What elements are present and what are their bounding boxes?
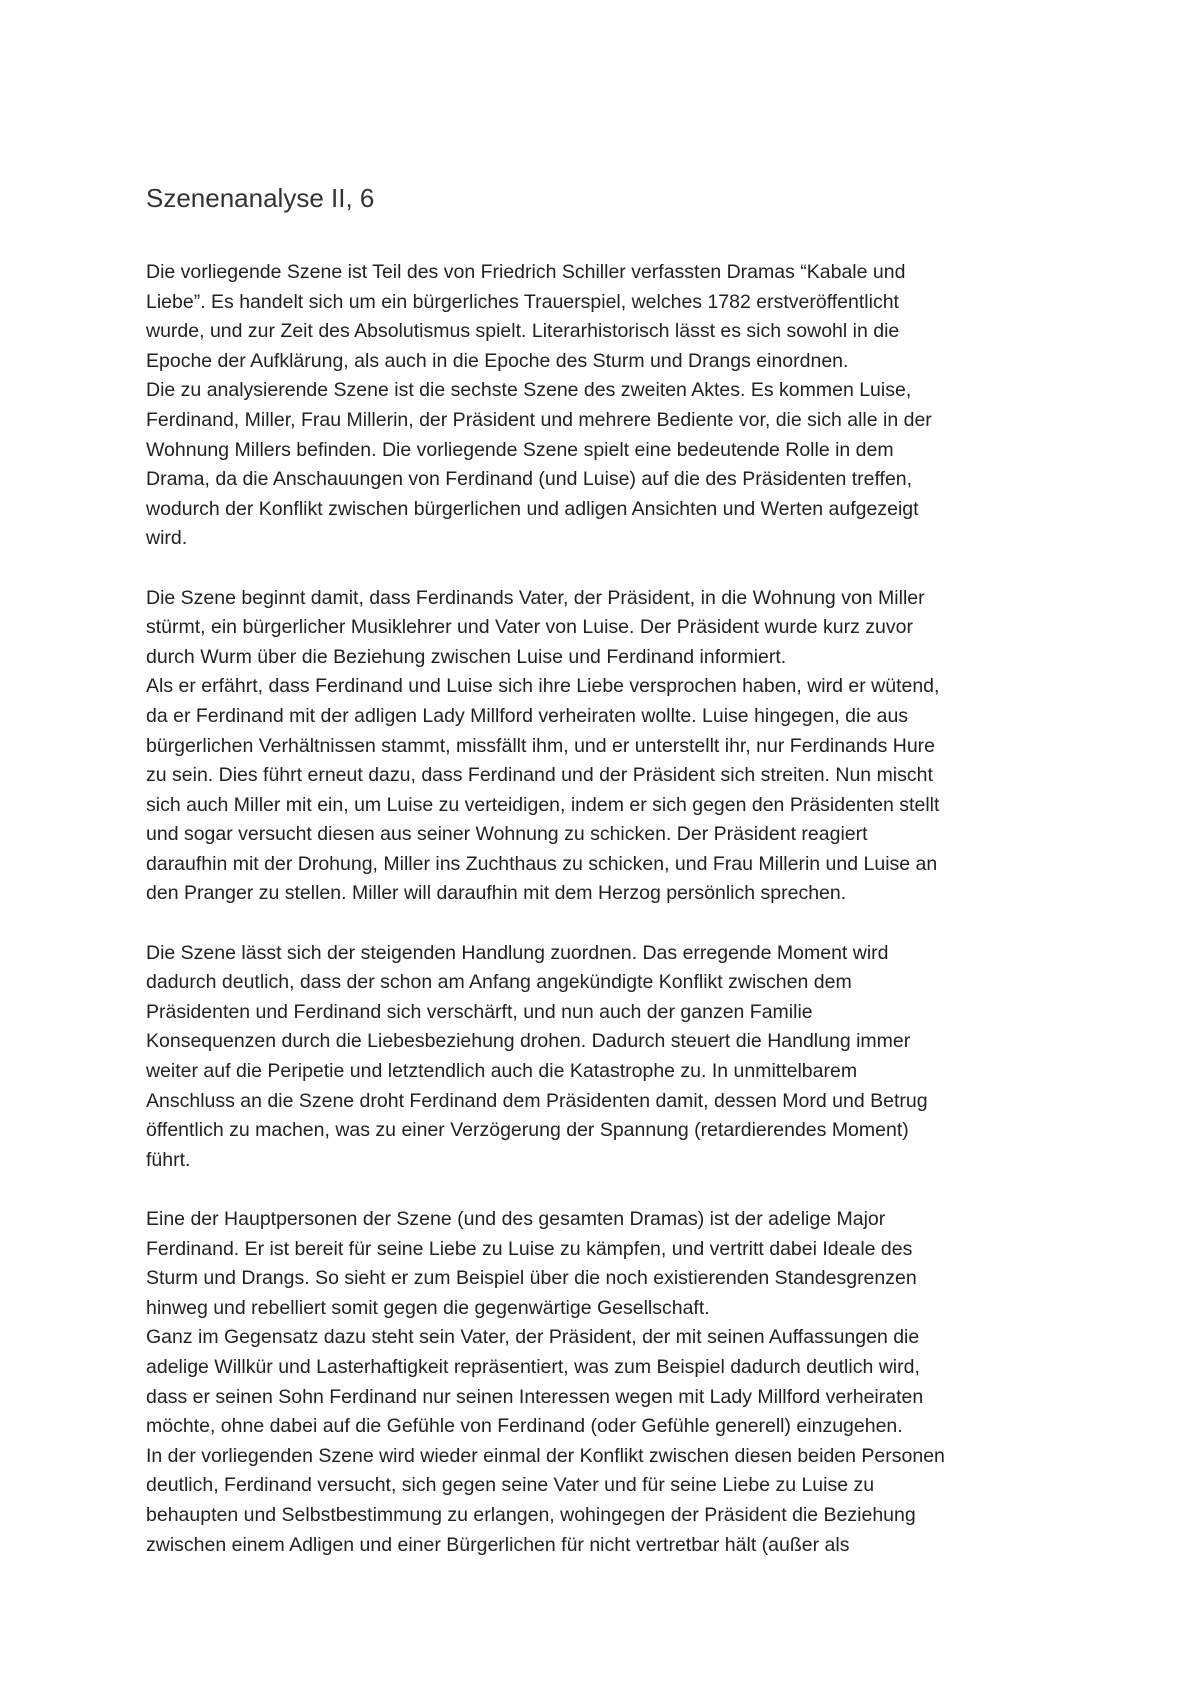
text-line: wird. (146, 527, 188, 550)
text-line: Drama, da die Anschauungen von Ferdinand (und Luise) auf die des Präsidenten treffen, (146, 468, 913, 491)
text-line: wodurch der Konflikt zwischen bürgerlichen und adligen Ansichten und Werten aufgezeigt (146, 497, 919, 520)
text-line: weiter auf die Peripetie und letztendlich auch die Katastrophe zu. In unmittelbarem (146, 1060, 858, 1083)
document-body (146, 180, 1066, 1560)
text-line: öffentlich zu machen, was zu einer Verzögerung der Spannung (retardierendes Moment) (146, 1119, 909, 1142)
text-line: Als er erfährt, dass Ferdinand und Luise sich ihre Liebe versprochen haben, wird er wütend, (146, 675, 940, 698)
text-line: führt. (146, 1148, 191, 1171)
text-line: adelige Willkür und Lasterhaftigkeit repräsentiert, was zum Beispiel dadurch deutlich wird, (146, 1355, 920, 1378)
text-line: Die zu analysierende Szene ist die sechste Szene des zweiten Aktes. Es kommen Luise, (146, 379, 912, 402)
text-line: wurde, und zur Zeit des Absolutismus spielt. Literarhistorisch lässt es sich sowohl in die (146, 320, 900, 343)
text-line: Ferdinand. Er ist bereit für seine Liebe zu Luise zu kämpfen, und vertritt dabei Ideale des (146, 1237, 913, 1260)
text-line: hinweg und rebelliert somit gegen die gegenwärtige Gesellschaft. (146, 1296, 710, 1319)
text-line: zu sein. Dies führt erneut dazu, dass Ferdinand und der Präsident sich streiten. Nun mischt (146, 764, 933, 787)
text-line: dadurch deutlich, dass der schon am Anfang angekündigte Konflikt zwischen dem (146, 971, 852, 994)
text-line: Liebe”. Es handelt sich um ein bürgerliches Trauerspiel, welches 1782 erstveröffentlicht (146, 290, 899, 313)
paragraph-gap (146, 554, 1066, 584)
paragraph-summary (146, 584, 1066, 910)
text-line: Die Szene lässt sich der steigenden Handlung zuordnen. Das erregende Moment wird (146, 941, 889, 964)
text-line: Ganz im Gegensatz dazu steht sein Vater, der Präsident, der mit seinen Auffassungen die (146, 1326, 920, 1349)
paragraph-gap (146, 909, 1066, 939)
text-line: Die Szene beginnt damit, dass Ferdinands Vater, der Präsident, in die Wohnung von Miller (146, 586, 925, 609)
text-line: den Pranger zu stellen. Miller will daraufhin mit dem Herzog persönlich sprechen. (146, 882, 847, 905)
text-line: daraufhin mit der Drohung, Miller ins Zuchthaus zu schicken, und Frau Millerin und Luise an (146, 852, 938, 875)
text-line: da er Ferdinand mit der adligen Lady Millford verheiraten wollte. Luise hingegen, die aus (146, 704, 909, 727)
text-line: deutlich, Ferdinand versucht, sich gegen seine Vater und für seine Liebe zu Luise zu (146, 1474, 875, 1497)
text-line: Ferdinand, Miller, Frau Millerin, der Präsident und mehrere Bediente vor, die sich alle in der (146, 408, 932, 431)
document-title: Szenenanalyse II, 6 (146, 183, 375, 213)
paragraph-characters (146, 1205, 1066, 1560)
paragraph-introduction (146, 258, 1066, 554)
text-line: Epoche der Aufklärung, als auch in die Epoche des Sturm und Drangs einordnen. (146, 349, 849, 372)
text-line: zwischen einem Adligen und einer Bürgerlichen für nicht vertretbar hält (außer als (146, 1533, 850, 1556)
text-line: sich auch Miller mit ein, um Luise zu verteidigen, indem er sich gegen den Präsidenten stellt (146, 793, 940, 816)
text-line: Anschluss an die Szene droht Ferdinand dem Präsidenten damit, dessen Mord und Betrug (146, 1089, 928, 1112)
text-line: Eine der Hauptpersonen der Szene (und des gesamten Dramas) ist der adelige Major (146, 1208, 886, 1230)
text-line: Konsequenzen durch die Liebesbeziehung drohen. Dadurch steuert die Handlung immer (146, 1030, 911, 1053)
text-line: möchte, ohne dabei auf die Gefühle von Ferdinand (oder Gefühle generell) einzugehen. (146, 1415, 903, 1438)
text-line: Die vorliegende Szene ist Teil des von Friedrich Schiller verfassten Dramas “Kabale und (146, 261, 906, 283)
text-line: dass er seinen Sohn Ferdinand nur seinen Interessen wegen mit Lady Millford verheiraten (146, 1385, 924, 1408)
text-line: Wohnung Millers befinden. Die vorliegende Szene spielt eine bedeutende Rolle in dem (146, 438, 894, 461)
text-line: Sturm und Drangs. So sieht er zum Beispiel über die noch existierenden Standesgrenzen (146, 1267, 917, 1290)
text-line: und sogar versucht diesen aus seiner Wohnung zu schicken. Der Präsident reagiert (146, 823, 868, 846)
paragraph-plot-position (146, 939, 1066, 1176)
text-line: In der vorliegenden Szene wird wieder einmal der Konflikt zwischen diesen beiden Personen (146, 1444, 945, 1467)
text-line: durch Wurm über die Beziehung zwischen Luise und Ferdinand informiert. (146, 645, 787, 668)
paragraph-gap (146, 1175, 1066, 1205)
text-line: stürmt, ein bürgerlicher Musiklehrer und Vater von Luise. Der Präsident wurde kurz zuvor (146, 616, 913, 639)
text-line: Präsidenten und Ferdinand sich verschärft, und nun auch der ganzen Familie (146, 1000, 813, 1023)
text-line: behaupten und Selbstbestimmung zu erlangen, wohingegen der Präsident die Beziehung (146, 1503, 916, 1526)
text-line: bürgerlichen Verhältnissen stammt, missfällt ihm, und er unterstellt ihr, nur Ferdinands Hure (146, 734, 936, 757)
